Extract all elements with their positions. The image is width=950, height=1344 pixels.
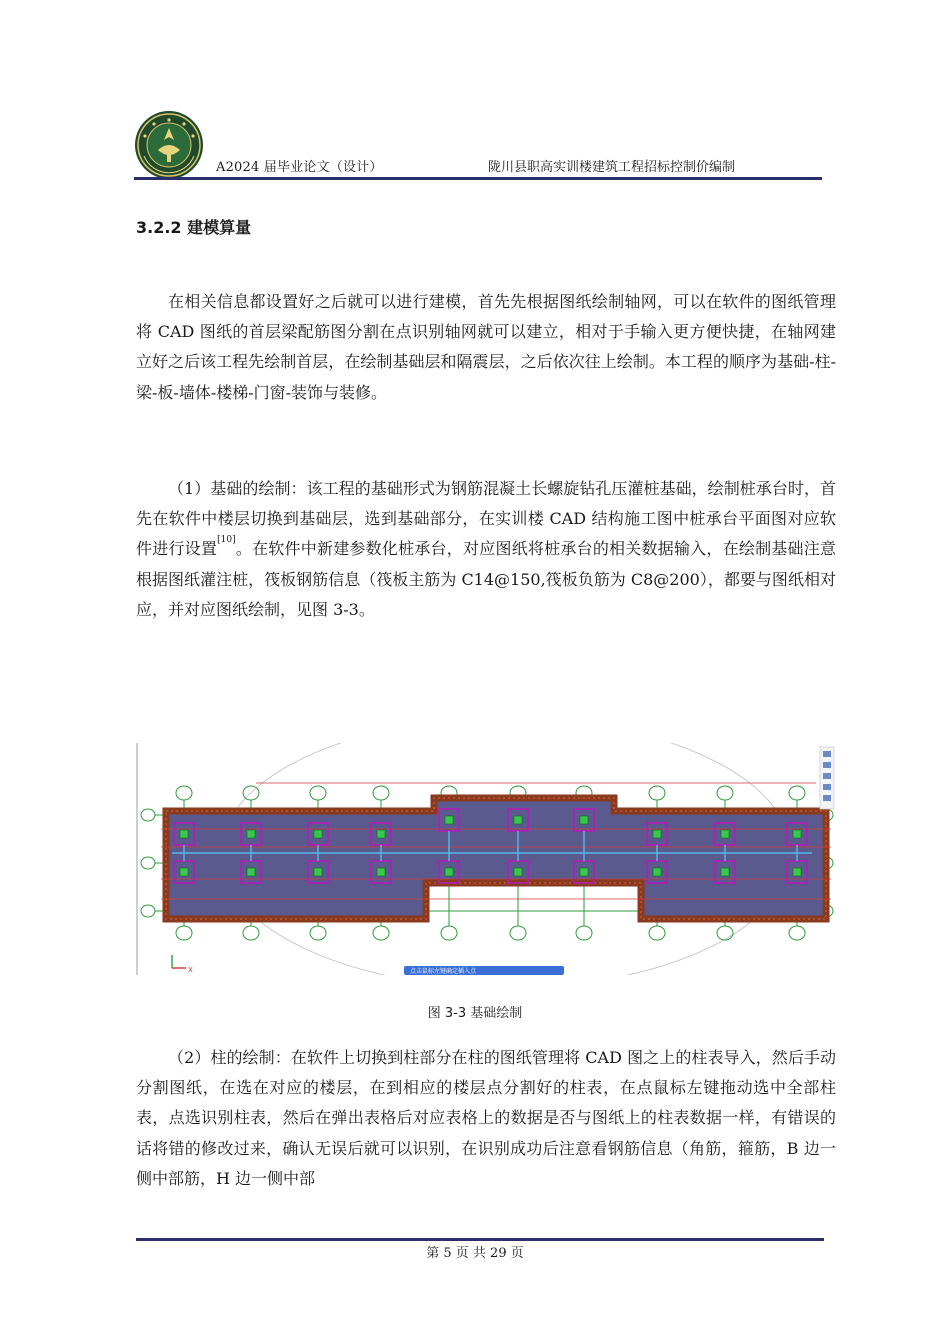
header-thesis-title: 陇川县职高实训楼建筑工程招标控制价编制 xyxy=(488,160,736,175)
header-thesis-label: A2024 届毕业论文（设计） xyxy=(216,160,383,175)
paragraph-text-part: （1）基础的绘制：该工程的基础形式为钢筋混凝土长螺旋钻孔压灌桩基础，绘制桩承台时，首先在软件中楼层切换到基础层，选到基础部分，在实训楼 CAD 结构施工图中桩承台平面图对应软件进行设置 xyxy=(136,479,836,559)
paragraph-column xyxy=(136,1043,836,1194)
foundation-drawing-figure xyxy=(136,743,840,975)
header-rule xyxy=(134,177,822,180)
status-hint-text: 点击鼠标左键确定插入点 xyxy=(410,968,477,975)
axis-x-label: X xyxy=(188,966,193,974)
paragraph-text: 在相关信息都设置好之后就可以进行建模，首先先根据图纸绘制轴网，可以在软件的图纸管理将 CAD 图纸的首层梁配筋图分割在点识别轴网就可以建立，相对于手输入更方便快捷，在轴网建立好之后该工程先绘制首层，在绘制基础层和隔震层，之后依次往上绘制。本工程的顺序为基础-柱-梁-板-墙体-楼梯-门窗-装饰与装修。 xyxy=(136,292,836,402)
command-hint-bar xyxy=(404,966,564,975)
paragraph-text: （2）柱的绘制：在软件上切换到柱部分在柱的图纸管理将 CAD 图之上的柱表导入，然后手动分割图纸，在选在对应的楼层，在到相应的楼层点分割好的柱表，在点鼠标左键拖动选中全部柱表，点选识别柱表，然后在弹出表格后对应表格上的数据是否与图纸上的柱表数据一样，有错误的话将错的修改过来，确认无误后就可以识别，在识别成功后注意看钢筋信息（角筋，箍筋，B 边一侧中部筋，H 边一侧中部 xyxy=(136,1048,836,1188)
paragraph-text xyxy=(136,474,836,625)
figure-caption: 图 3-3 基础绘制 xyxy=(427,1006,523,1021)
citation-ref: [10] xyxy=(217,535,236,546)
paragraph-modeling-intro xyxy=(136,287,836,408)
footer-rule xyxy=(136,1238,824,1241)
section-heading: 3.2.2 建模算量 xyxy=(136,218,252,237)
page-number: 第 5 页 共 29 页 xyxy=(426,1246,524,1261)
paragraph-foundation xyxy=(136,474,836,625)
university-seal-icon xyxy=(134,110,204,180)
paragraph-text-part: 。在软件中新建参数化桩承台，对应图纸将桩承台的相关数据输入，在绘制基础注意根据图纸灌注桩，筏板钢筋信息（筏板主筋为 C14@150,筏板负筋为 C8@200），都要与图纸相对应，并对应图纸绘制，见图 3-3。 xyxy=(136,539,836,619)
view-toolbar-icon[interactable] xyxy=(820,747,834,809)
